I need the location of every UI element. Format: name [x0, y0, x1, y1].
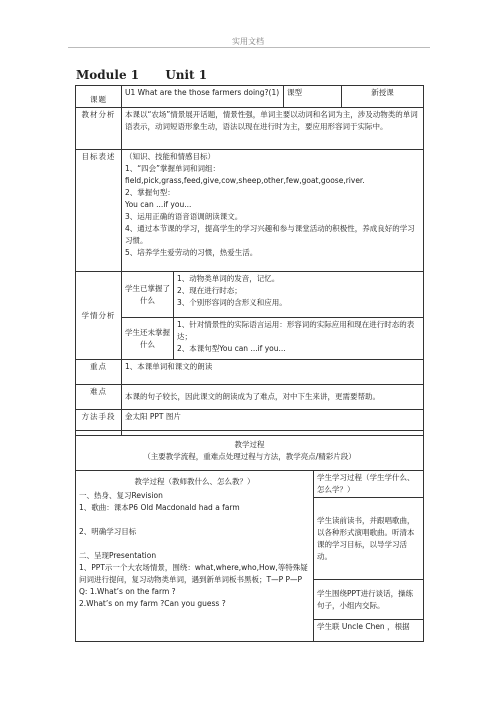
- type-label: 课型: [284, 86, 342, 108]
- header-rule: [68, 47, 430, 48]
- key-point: 1、本课单词和课文的朗读: [122, 360, 424, 385]
- teacher-process-cell: [76, 471, 314, 642]
- known-line: 1、动物类单词的发音，记忆。: [177, 274, 280, 283]
- unknown-cell: [174, 318, 424, 360]
- unknown-line: 2、本课句型You can ...if you...: [177, 344, 286, 353]
- process-title: 教学过程: [234, 439, 265, 449]
- student-activity: 学生围绕PPT进行谈话，操练句子，小组内交际。: [314, 580, 424, 620]
- teacher-line: 1、歌曲：课本P6 Old Macdonald had a farm: [79, 503, 240, 512]
- goal-line: （知识、技能和情感目标）: [125, 152, 215, 161]
- known-label: 学生已掌握了什么: [122, 272, 174, 318]
- page-header: 实用文档: [232, 37, 264, 46]
- known-line: 3、个别形容词的含形义和应用。: [177, 298, 287, 307]
- key-label: 重点: [76, 360, 122, 385]
- goals-label: 目标表述: [76, 150, 122, 272]
- teaching-process-table: [75, 430, 424, 642]
- goal-line: 4、通过本节课的学习，提高学生的学习兴趣和参与课堂活动的积极性，养成良好的学习习惯。: [125, 224, 415, 245]
- teacher-line: [79, 514, 310, 526]
- textbook-analysis: 本课以“农场”情景展开话题，情景性强，单词主要以动词和名词为主，涉及动物类的单词语表示，动词短语形象生动，语法以现在进行时为主，要应用形容词于实际中。: [122, 108, 424, 150]
- teacher-line: Q: 1.What’s on the farm ?: [79, 587, 176, 596]
- student-head: 学生学习过程（学生学什么、怎么学？）: [314, 471, 424, 498]
- goal-line: You can ...if you...: [125, 200, 192, 209]
- unit-title: Unit 1: [165, 68, 208, 82]
- unknown-line: 1、针对情景性的实际语言运用：形容词的实际应用和现在进行时态的表达；: [177, 320, 415, 341]
- difficulty-label: 难点: [76, 385, 122, 410]
- known-cell: [174, 272, 424, 318]
- student-activity: 学生联 Uncle Chen ，根据: [314, 620, 424, 642]
- topic-label: 课题: [76, 86, 122, 108]
- difficulty-point: 本课的句子较长，因此课文的朗读成为了难点，对中下生来讲，更需要帮助。: [122, 385, 424, 410]
- goal-line: field,pick,grass,feed,give,cow,sheep,other,few,goat,goose,river.: [125, 176, 365, 185]
- goal-line: 3、运用正确的语音语调朗读课文。: [125, 212, 243, 221]
- goal-line: 2、掌握句型：: [125, 188, 175, 197]
- method-label: 方法手段: [76, 410, 122, 436]
- goals-cell: [122, 150, 424, 272]
- type-value: 新授课: [342, 86, 424, 108]
- learner-label: 学情分析: [76, 272, 122, 360]
- teacher-line: 1、PPT示一个大农场情景，围绕：what,where,who,How,等特殊疑问词进行提问，复习动物类单词，遇到新单词板书黑板；T—P P—P: [79, 563, 308, 584]
- unknown-label: 学生还未掌握什么: [122, 318, 174, 360]
- process-heading-cell: [76, 431, 424, 471]
- module-title: Module 1: [76, 68, 140, 82]
- goal-line: 1、“四会”掌握单词和词组：: [125, 164, 221, 173]
- topic-value: U1 What are the those farmers doing?(1): [122, 86, 284, 108]
- teacher-line: 二、呈现Presentation: [79, 551, 157, 560]
- teacher-head: 教学过程（教师教什么、怎么教？）: [134, 477, 255, 486]
- lesson-plan-table: [75, 85, 424, 436]
- teacher-line: 一、热身、复习Revision: [79, 491, 163, 500]
- student-activity: 学生读前读书，并跟唱歌曲，以各种形式演唱歌曲。听清本课的学习目标，以导学习活动。: [314, 498, 424, 580]
- teacher-line: [79, 538, 310, 550]
- method-value: 金太阳 PPT 图片: [122, 410, 424, 436]
- teacher-line: 2、明确学习目标: [79, 527, 137, 536]
- teacher-line: 2.What’s on my farm ?Can you guess ?: [79, 599, 226, 608]
- textbook-label: 教材分析: [76, 108, 122, 150]
- process-subtitle: （主要教学流程，重难点处理过程与方法，教学亮点/精彩片段）: [143, 451, 356, 461]
- known-line: 2、现在进行时态；: [177, 286, 242, 295]
- document-title: [76, 68, 229, 82]
- goal-line: 5、培养学生爱劳动的习惯，热爱生活。: [125, 248, 258, 257]
